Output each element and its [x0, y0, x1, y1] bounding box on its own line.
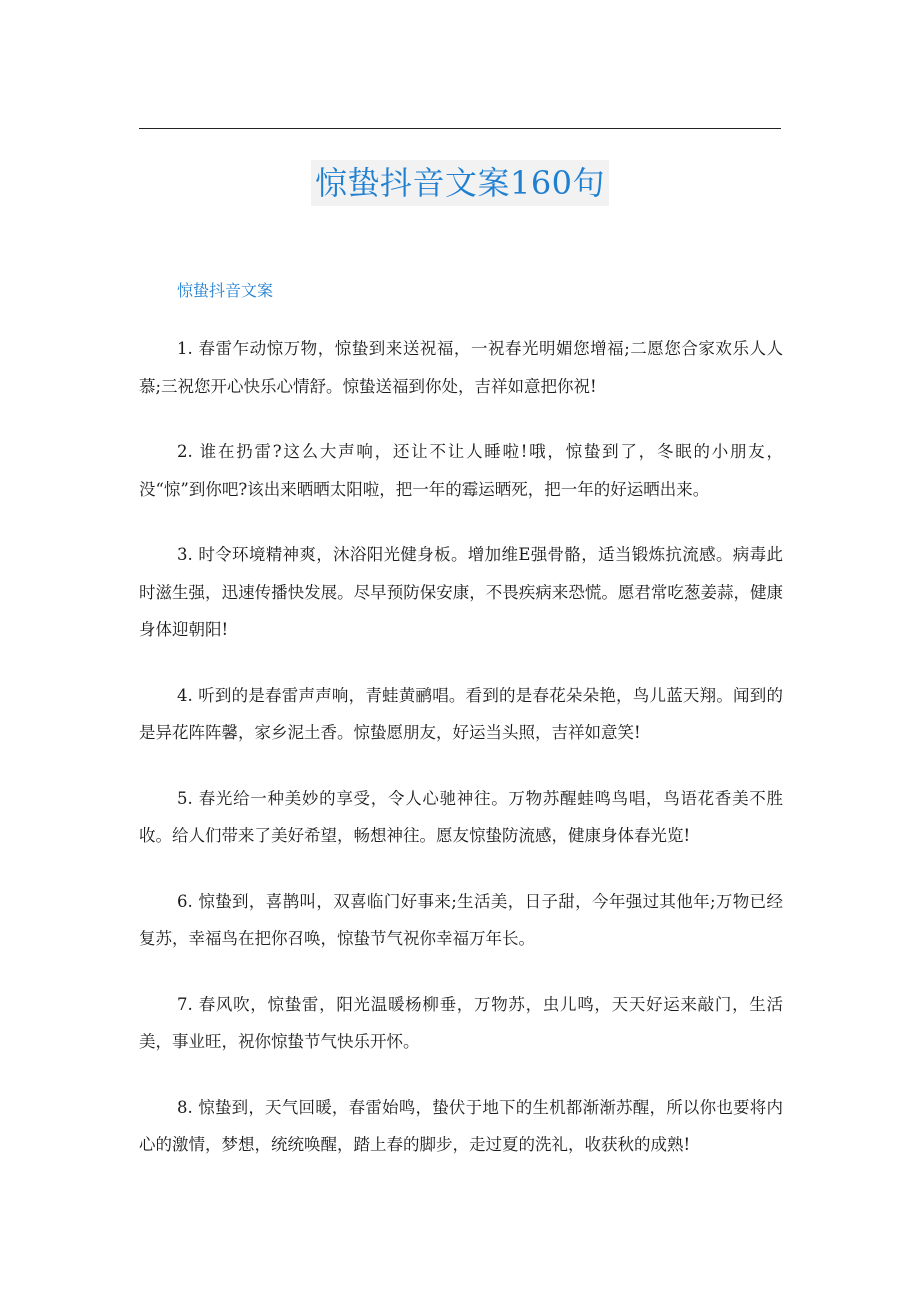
title-container	[0, 160, 920, 206]
paragraph-5: 5. 春光给一种美妙的享受，令人心驰神往。万物苏醒蛙鸣鸟唱，鸟语花香美不胜收。给人们带来了美好希望，畅想神往。愿友惊蛰防流感，健康身体春光览!	[139, 788, 783, 845]
paragraph-7: 7. 春风吹，惊蛰雷，阳光温暖杨柳垂，万物苏，虫儿鸣，天天好运来敲门，生活美，事业旺，祝你惊蛰节气快乐开怀。	[139, 994, 783, 1051]
paragraph-2: 2. 谁在扔雷?这么大声响，还让不让人睡啦!哦，惊蛰到了，冬眠的小朋友，没“惊”到你吧?该出来晒晒太阳啦，把一年的霉运晒死，把一年的好运晒出来。	[139, 442, 783, 499]
body-text	[139, 330, 783, 1192]
header-rule	[139, 128, 781, 129]
paragraph-6: 6. 惊蛰到，喜鹊叫，双喜临门好事来;生活美，日子甜，今年强过其他年;万物已经复苏，幸福鸟在把你召唤，惊蛰节气祝你幸福万年长。	[139, 891, 783, 948]
paragraph-8: 8. 惊蛰到，天气回暖，春雷始鸣，蛰伏于地下的生机都渐渐苏醒，所以你也要将内心的激情，梦想，统统唤醒，踏上春的脚步，走过夏的洗礼，收获秋的成熟!	[139, 1097, 783, 1154]
paragraph-4: 4. 听到的是春雷声声响，青蛙黄鹂唱。看到的是春花朵朵艳，鸟儿蓝天翔。闻到的是异花阵阵馨，家乡泥土香。惊蛰愿朋友，好运当头照，吉祥如意笑!	[139, 685, 783, 742]
paragraph-1: 1. 春雷乍动惊万物，惊蛰到来送祝福，一祝春光明媚您增福;二愿您合家欢乐人人慕;三祝您开心快乐心情舒。惊蛰送福到你处，吉祥如意把你祝!	[139, 339, 783, 396]
section-heading: 惊蛰抖音文案	[177, 281, 274, 300]
paragraph-3: 3. 时令环境精神爽，沐浴阳光健身板。增加维E强骨骼，适当锻炼抗流感。病毒此时滋生强，迅速传播快发展。尽早预防保安康，不畏疾病来恐慌。愿君常吃葱姜蒜，健康身体迎朝阳!	[139, 545, 783, 639]
page-title: 惊蛰抖音文案160句	[311, 160, 609, 206]
